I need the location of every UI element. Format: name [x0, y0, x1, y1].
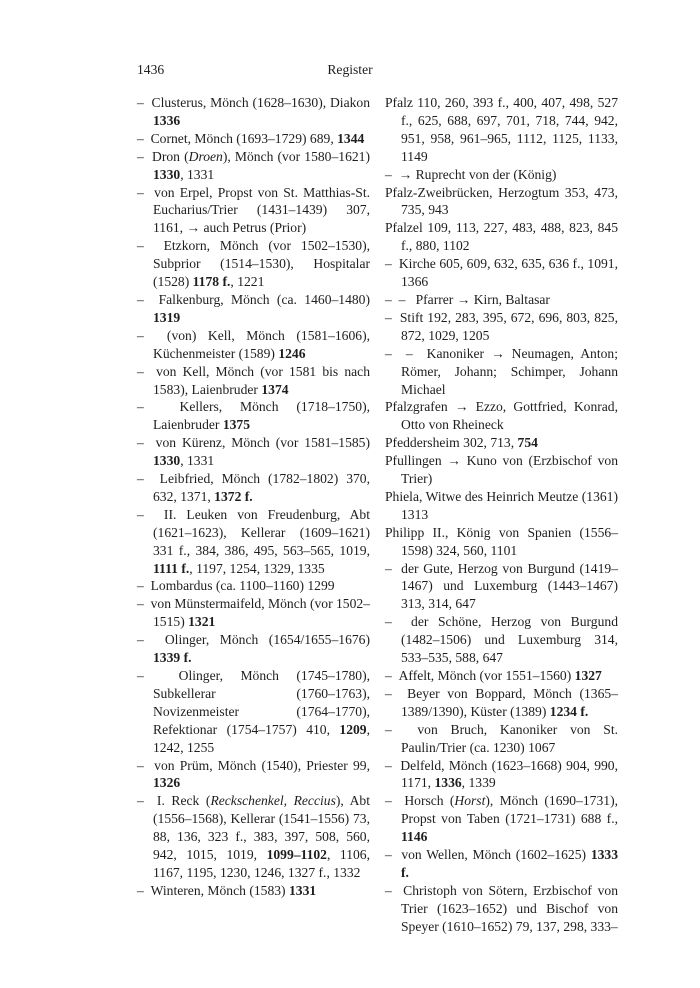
index-entry: – Kirche 605, 609, 632, 635, 636 f., 1091, 1366 [385, 256, 618, 290]
index-entry: – Beyer von Boppard, Mönch (1365–1389/1390), Küster (1389) 1234 f. [385, 685, 618, 719]
index-entry: – der Schöne, Herzog von Burgund (1482–1506) und Luxemburg 314, 533–535, 588, 647 [385, 614, 618, 666]
index-entry: Pfalzel 109, 113, 227, 483, 488, 823, 845 f., 880, 1102 [385, 220, 618, 254]
index-entry: – Stift 192, 283, 395, 672, 696, 803, 825, 872, 1029, 1205 [385, 309, 618, 343]
index-entry: – Dron (Droen), Mönch (vor 1580–1621) 1330, 1331 [137, 148, 370, 182]
index-entry: Philipp II., König von Spanien (1556–1598) 324, 560, 1101 [385, 524, 618, 558]
index-entry: – II. Leuken von Freudenburg, Abt (1621–1623), Kellerar (1609–1621) 331 f., 384, 386, 495, 563–565, 1019, 1111 f., 1197, 1254, 1329, 1335 [137, 506, 370, 576]
index-entry: – Lombardus (ca. 1100–1160) 1299 [137, 578, 335, 594]
index-entry: – Christoph von Sötern, Erzbischof von Trier (1623–1652) und Bischof von Speyer (1610–1652) 79, 137, 298, 333– [385, 882, 618, 934]
index-entry: – Affelt, Mönch (vor 1551–1560) 1327 [385, 668, 602, 683]
index-entry: Phiela, Witwe des Heinrich Meutze (1361) 1313 [385, 488, 618, 522]
index-entry: – (von) Kell, Mönch (1581–1606), Küchenmeister (1589) 1246 [137, 327, 370, 361]
index-entry: – der Gute, Herzog von Burgund (1419–1467) und Luxemburg (1443–1467) 313, 314, 647 [385, 560, 618, 612]
index-entry: Pfalz 110, 260, 393 f., 400, 407, 498, 527 f., 625, 688, 697, 701, 718, 744, 942, 951, 958, 961–965, 1112, 1125, 1133, 1149 [385, 95, 618, 164]
index-entry: – Leibfried, Mönch (1782–1802) 370, 632, 1371, 1372 f. [137, 471, 370, 504]
index-entry: Pfullingen → Kuno von (Erzbischof von Trier) [385, 453, 618, 487]
page-number: 1436 [137, 62, 165, 77]
index-entry: – von Kell, Mönch (vor 1581 bis nach 1583), Laienbruder 1374 [137, 363, 370, 397]
index-entry: – Delfeld, Mönch (1623–1668) 904, 990, 1171, 1336, 1339 [385, 757, 618, 791]
running-header: Register [327, 62, 373, 77]
index-entry: – → Ruprecht von der (König) [385, 166, 557, 182]
index-entry: – von Prüm, Mönch (1540), Priester 99, 1326 [137, 757, 370, 791]
index-entry: – Winteren, Mönch (1583) 1331 [137, 882, 317, 898]
index-entry: – Clusterus, Mönch (1628–1630), Diakon 1336 [137, 95, 370, 128]
index-column-right [385, 94, 618, 936]
index-column-left [137, 94, 370, 900]
index-entry: – Etzkorn, Mönch (vor 1502–1530), Subprior (1514–1530), Hospitalar (1528) 1178 f., 1221 [137, 238, 370, 290]
index-entry: Pfeddersheim 302, 713, 754 [385, 435, 538, 451]
index-entry: – – Pfarrer → Kirn, Baltasar [385, 291, 550, 307]
index-entry: – von Kürenz, Mönch (vor 1581–1585) 1330, 1331 [137, 435, 370, 469]
index-entry: – von Bruch, Kanoniker von St. Paulin/Trier (ca. 1230) 1067 [385, 721, 618, 755]
index-entry: – Horsch (Horst), Mönch (1690–1731), Propst von Taben (1721–1731) 688 f., 1146 [385, 793, 618, 845]
index-entry: – von Wellen, Mönch (1602–1625) 1333 f. [385, 847, 618, 880]
index-entry: – Olinger, Mönch (1745–1780), Subkellerar (1760–1763), Novizenmeister (1764–1770), Refektionar (1754–1757) 410, 1209, 1242, 1255 [137, 668, 370, 755]
index-entry: – Falkenburg, Mönch (ca. 1460–1480) 1319 [137, 291, 370, 325]
index-entry: – – Kanoniker → Neumagen, Anton; Römer, Johann; Schimper, Johann Michael [385, 345, 618, 397]
index-entry: – Cornet, Mönch (1693–1729) 689, 1344 [137, 130, 365, 146]
index-entry: Pfalz-Zweibrücken, Herzogtum 353, 473, 735, 943 [385, 184, 618, 218]
index-entry: – Kellers, Mönch (1718–1750), Laienbruder 1375 [137, 399, 370, 433]
index-entry: Pfalzgrafen → Ezzo, Gottfried, Konrad, Otto von Rheineck [385, 399, 618, 433]
index-entry: – I. Reck (Reckschenkel, Reccius), Abt (1556–1568), Kellerar (1541–1556) 73, 88, 136, 323 f., 383, 397, 508, 560, 942, 1015, 1019, 1099–1102, 1106, 1167, 1195, 1230, 1246, 1327 f., 1332 [137, 793, 371, 880]
index-entry: – Olinger, Mönch (1654/1655–1676) 1339 f. [137, 632, 370, 666]
index-entry: – von Münstermaifeld, Mönch (vor 1502–1515) 1321 [137, 596, 370, 630]
index-entry: – von Erpel, Propst von St. Matthias-St. Eucharius/Trier (1431–1439) 307, 1161, → auch Petrus (Prior) [137, 184, 370, 236]
